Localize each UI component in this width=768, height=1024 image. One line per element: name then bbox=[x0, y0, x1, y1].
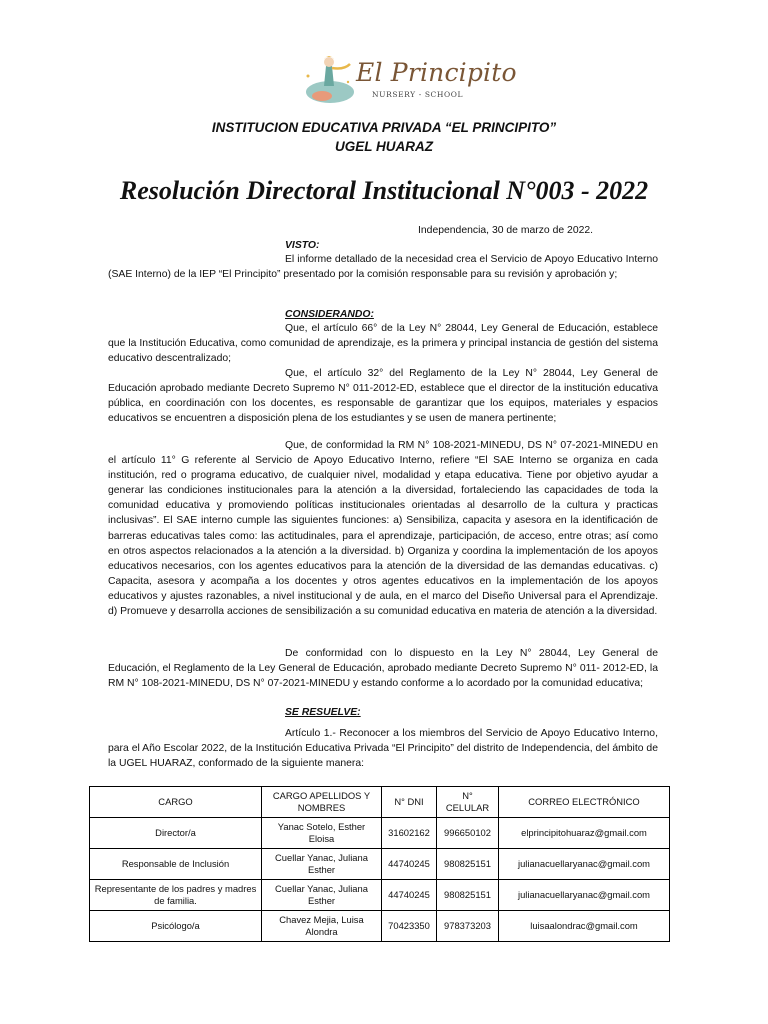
cell-celular: 980825151 bbox=[437, 849, 499, 880]
cell-cargo: Representante de los padres y madres de familia. bbox=[90, 880, 262, 911]
article-1-label: Artículo 1.- bbox=[285, 728, 336, 739]
se-resuelve-heading: SE RESUELVE: bbox=[285, 707, 361, 718]
considerando-paragraph-1: Que, el artículo 66° de la Ley N° 28044, Ley General de Educación, establece que la Institución Educativa, como comunidad de aprendizaje, es la primera y principal instancia de gestión del sistema educativo descentralizado; bbox=[108, 323, 658, 365]
cell-cargo: Responsable de Inclusión bbox=[90, 849, 262, 880]
institution-name: INSTITUCION EDUCATIVA PRIVADA “EL PRINCIPITO” bbox=[211, 120, 557, 135]
considerando-paragraph-3: Que, de conformidad la RM N° 108-2021-MINEDU, DS N° 07-2021-MINEDU en el artículo 11° G referente al Servicio de Apoyo Educativo Interno, refiere “El SAE Interno se organiza en cada institución, red o programa educativo, de cualquier nivel, modalidad y etapa educativa. Tiene por objetivo ayudar a generar las condiciones institucionales para la atención a la diversidad, fortaleciendo las capacidades de toda la comunidad educativa y promoviendo políticas institucionales orientadas al desarrollo de la cultura y practicas inclusivas”. El SAE interno cumple las siguientes funciones: a) Sensibiliza, capacita y asesora en la identificación de barreras educativas tales como: las actitudinales, para el aprendizaje, participación, de acceso, entre otras; así como en otros aspectos relacionados a la atención a la diversidad. b) Organiza y coordina la implementación de los apoyos educativos necesarios, con los agentes educativos para la atención de la diversidad de las demandas educativas. c) Capacita, asesora y acompaña a los docentes y otros agentes educativos en la implementación de los apoyos educativos y ajustes razonables, a nivel institucional y de aula, en el marco del Diseño Universal para el Aprendizaje. d) Promueve y desarrolla acciones de sensibilización a su comunidad educativa en materia de atención a la diversidad. bbox=[108, 440, 658, 618]
little-prince-icon bbox=[296, 52, 358, 108]
resolution-title: Resolución Directoral Institucional N°003 - 2022 bbox=[119, 176, 649, 205]
table-header-row bbox=[90, 787, 670, 818]
cell-correo: luisaalondrac@gmail.com bbox=[499, 911, 670, 942]
date-line: Independencia, 30 de marzo de 2022. bbox=[418, 225, 594, 236]
cell-cargo: Director/a bbox=[90, 818, 262, 849]
cell-nombres: Yanac Sotelo, Esther Eloisa bbox=[262, 818, 382, 849]
header-nombres: CARGO APELLIDOS Y NOMBRES bbox=[262, 787, 382, 818]
table-row bbox=[90, 849, 670, 880]
considerando-heading: CONSIDERANDO: bbox=[285, 309, 374, 320]
cell-celular: 978373203 bbox=[437, 911, 499, 942]
cell-dni: 44740245 bbox=[382, 849, 437, 880]
article-1-text: Reconocer a los miembros del Servicio de Apoyo Educativo Interno, para el Año Escolar 2022, de la Institución Educativa Privada “El Principito” del distrito de Independencia, del ámbito de la UGEL HUARAZ, conformado de la siguiente manera: bbox=[108, 728, 658, 770]
table-row bbox=[90, 911, 670, 942]
logo-tagline: NURSERY - SCHOOL bbox=[372, 90, 464, 99]
cell-correo: elprincipitohuaraz@gmail.com bbox=[499, 818, 670, 849]
header-correo: CORREO ELECTRÓNICO bbox=[499, 787, 670, 818]
school-logo bbox=[296, 52, 517, 108]
cell-celular: 980825151 bbox=[437, 880, 499, 911]
cell-cargo: Psicólogo/a bbox=[90, 911, 262, 942]
cell-correo: julianacuellaryanac@gmail.com bbox=[499, 880, 670, 911]
ugel-name: UGEL HUARAZ bbox=[334, 139, 433, 154]
header-cargo: CARGO bbox=[90, 787, 262, 818]
cell-dni: 70423350 bbox=[382, 911, 437, 942]
header-dni: N° DNI bbox=[382, 787, 437, 818]
article-1 bbox=[108, 726, 658, 771]
cell-nombres: Chavez Mejia, Luisa Alondra bbox=[262, 911, 382, 942]
visto-text: El informe detallado de la necesidad crea el Servicio de Apoyo Educativo Interno (SAE Interno) de la IEP “El Principito” presentado por la comisión responsable para su revisión y aprobación y; bbox=[108, 254, 658, 281]
cell-nombres: Cuellar Yanac, Juliana Esther bbox=[262, 849, 382, 880]
sae-members-table bbox=[89, 786, 670, 942]
considerando-paragraph-2: Que, el artículo 32° del Reglamento de la Ley N° 28044, Ley General de Educación aprobado mediante Decreto Supremo N° 011-2012-ED, establece que el director de la institución educativa pública, en coordinación con los docentes, es responsable de garantizar que los equipos, materiales y espacios educativos se encuentren a disposición plena de los estudiantes y se usen de manera pertinente; bbox=[108, 368, 658, 425]
considerando-paragraph-4: De conformidad con lo dispuesto en la Ley N° 28044, Ley General de Educación, el Reglamento de la Ley General de Educación, aprobado mediante Decreto Supremo N° 011- 2012-ED, la RM N° 108-2021-MINEDU, DS N° 07-2021-MINEDU y estando conforme a lo acordado por la comunidad educativa; bbox=[108, 648, 658, 690]
logo-name: El Principito bbox=[356, 58, 517, 87]
cell-dni: 31602162 bbox=[382, 818, 437, 849]
table-row bbox=[90, 818, 670, 849]
header-celular: N° CELULAR bbox=[437, 787, 499, 818]
cell-nombres: Cuellar Yanac, Juliana Esther bbox=[262, 880, 382, 911]
visto-heading: VISTO: bbox=[285, 240, 320, 251]
cell-celular: 996650102 bbox=[437, 818, 499, 849]
table-row bbox=[90, 880, 670, 911]
cell-correo: julianacuellaryanac@gmail.com bbox=[499, 849, 670, 880]
cell-dni: 44740245 bbox=[382, 880, 437, 911]
